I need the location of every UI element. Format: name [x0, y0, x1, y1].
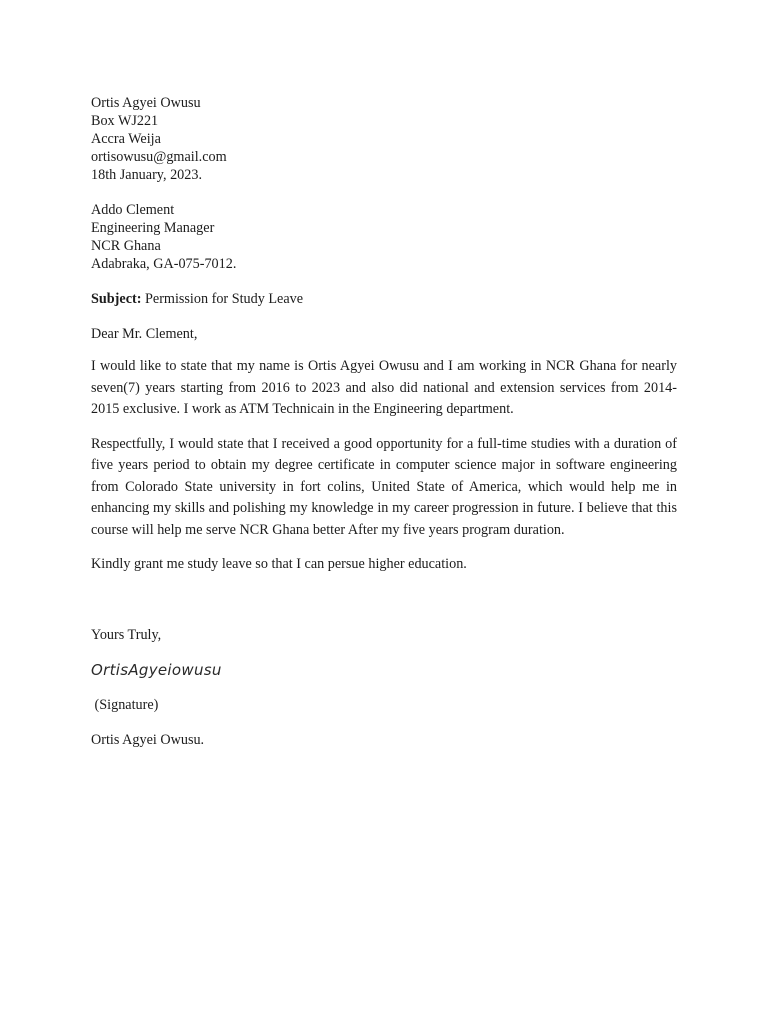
signed-name: Ortis Agyei Owusu.: [91, 731, 205, 748]
letter: [91, 94, 677, 749]
letter-date: 18th January, 2023.: [91, 167, 202, 183]
salutation: Dear Mr. Clement,: [91, 326, 198, 342]
signature-caption-text: (Signature): [91, 696, 159, 713]
recipient-address: [91, 201, 677, 273]
closing: Yours Truly,: [91, 626, 162, 643]
subject-label: Subject:: [91, 291, 142, 307]
sender-email: ortisowusu@gmail.com: [91, 149, 227, 165]
recipient-company: NCR Ghana: [91, 238, 161, 254]
recipient-name: Addo Clement: [91, 202, 175, 218]
sender-city: Accra Weija: [91, 131, 161, 147]
handwritten-signature: OrtisAgyeiowusu: [91, 660, 222, 679]
sender-name: Ortis Agyei Owusu: [91, 95, 201, 111]
sender-box: Box WJ221: [91, 113, 159, 129]
body-paragraph: I would like to state that my name is Ortis Agyei Owusu and I am working in NCR Ghana for nearly seven(7) years starting from 2016 to 2023 and also did national and extension services from 2014-2015 exclusive. I work as ATM Technicain in the Engineering department.: [91, 358, 677, 417]
body-paragraph: Kindly grant me study leave so that I can persue higher education.: [91, 556, 467, 572]
subject-text: Permission for Study Leave: [141, 291, 304, 307]
sender-address: [91, 94, 677, 184]
recipient-title: Engineering Manager: [91, 220, 215, 236]
body-paragraph: Respectfully, I would state that I received a good opportunity for a full-time studies with a duration of five years period to obtain my degree certificate in computer science major in software engineering from Colorado State university in fort colins, United State of America, which would help me in enhancing my skills and polishing my knowledge in my career progression in future. I believe that this course will help me serve NCR Ghana better After my five years program duration.: [91, 435, 677, 538]
subject-line: [91, 290, 677, 308]
recipient-address-line: Adabraka, GA-075-7012.: [91, 256, 237, 272]
signature-caption: [91, 696, 677, 714]
